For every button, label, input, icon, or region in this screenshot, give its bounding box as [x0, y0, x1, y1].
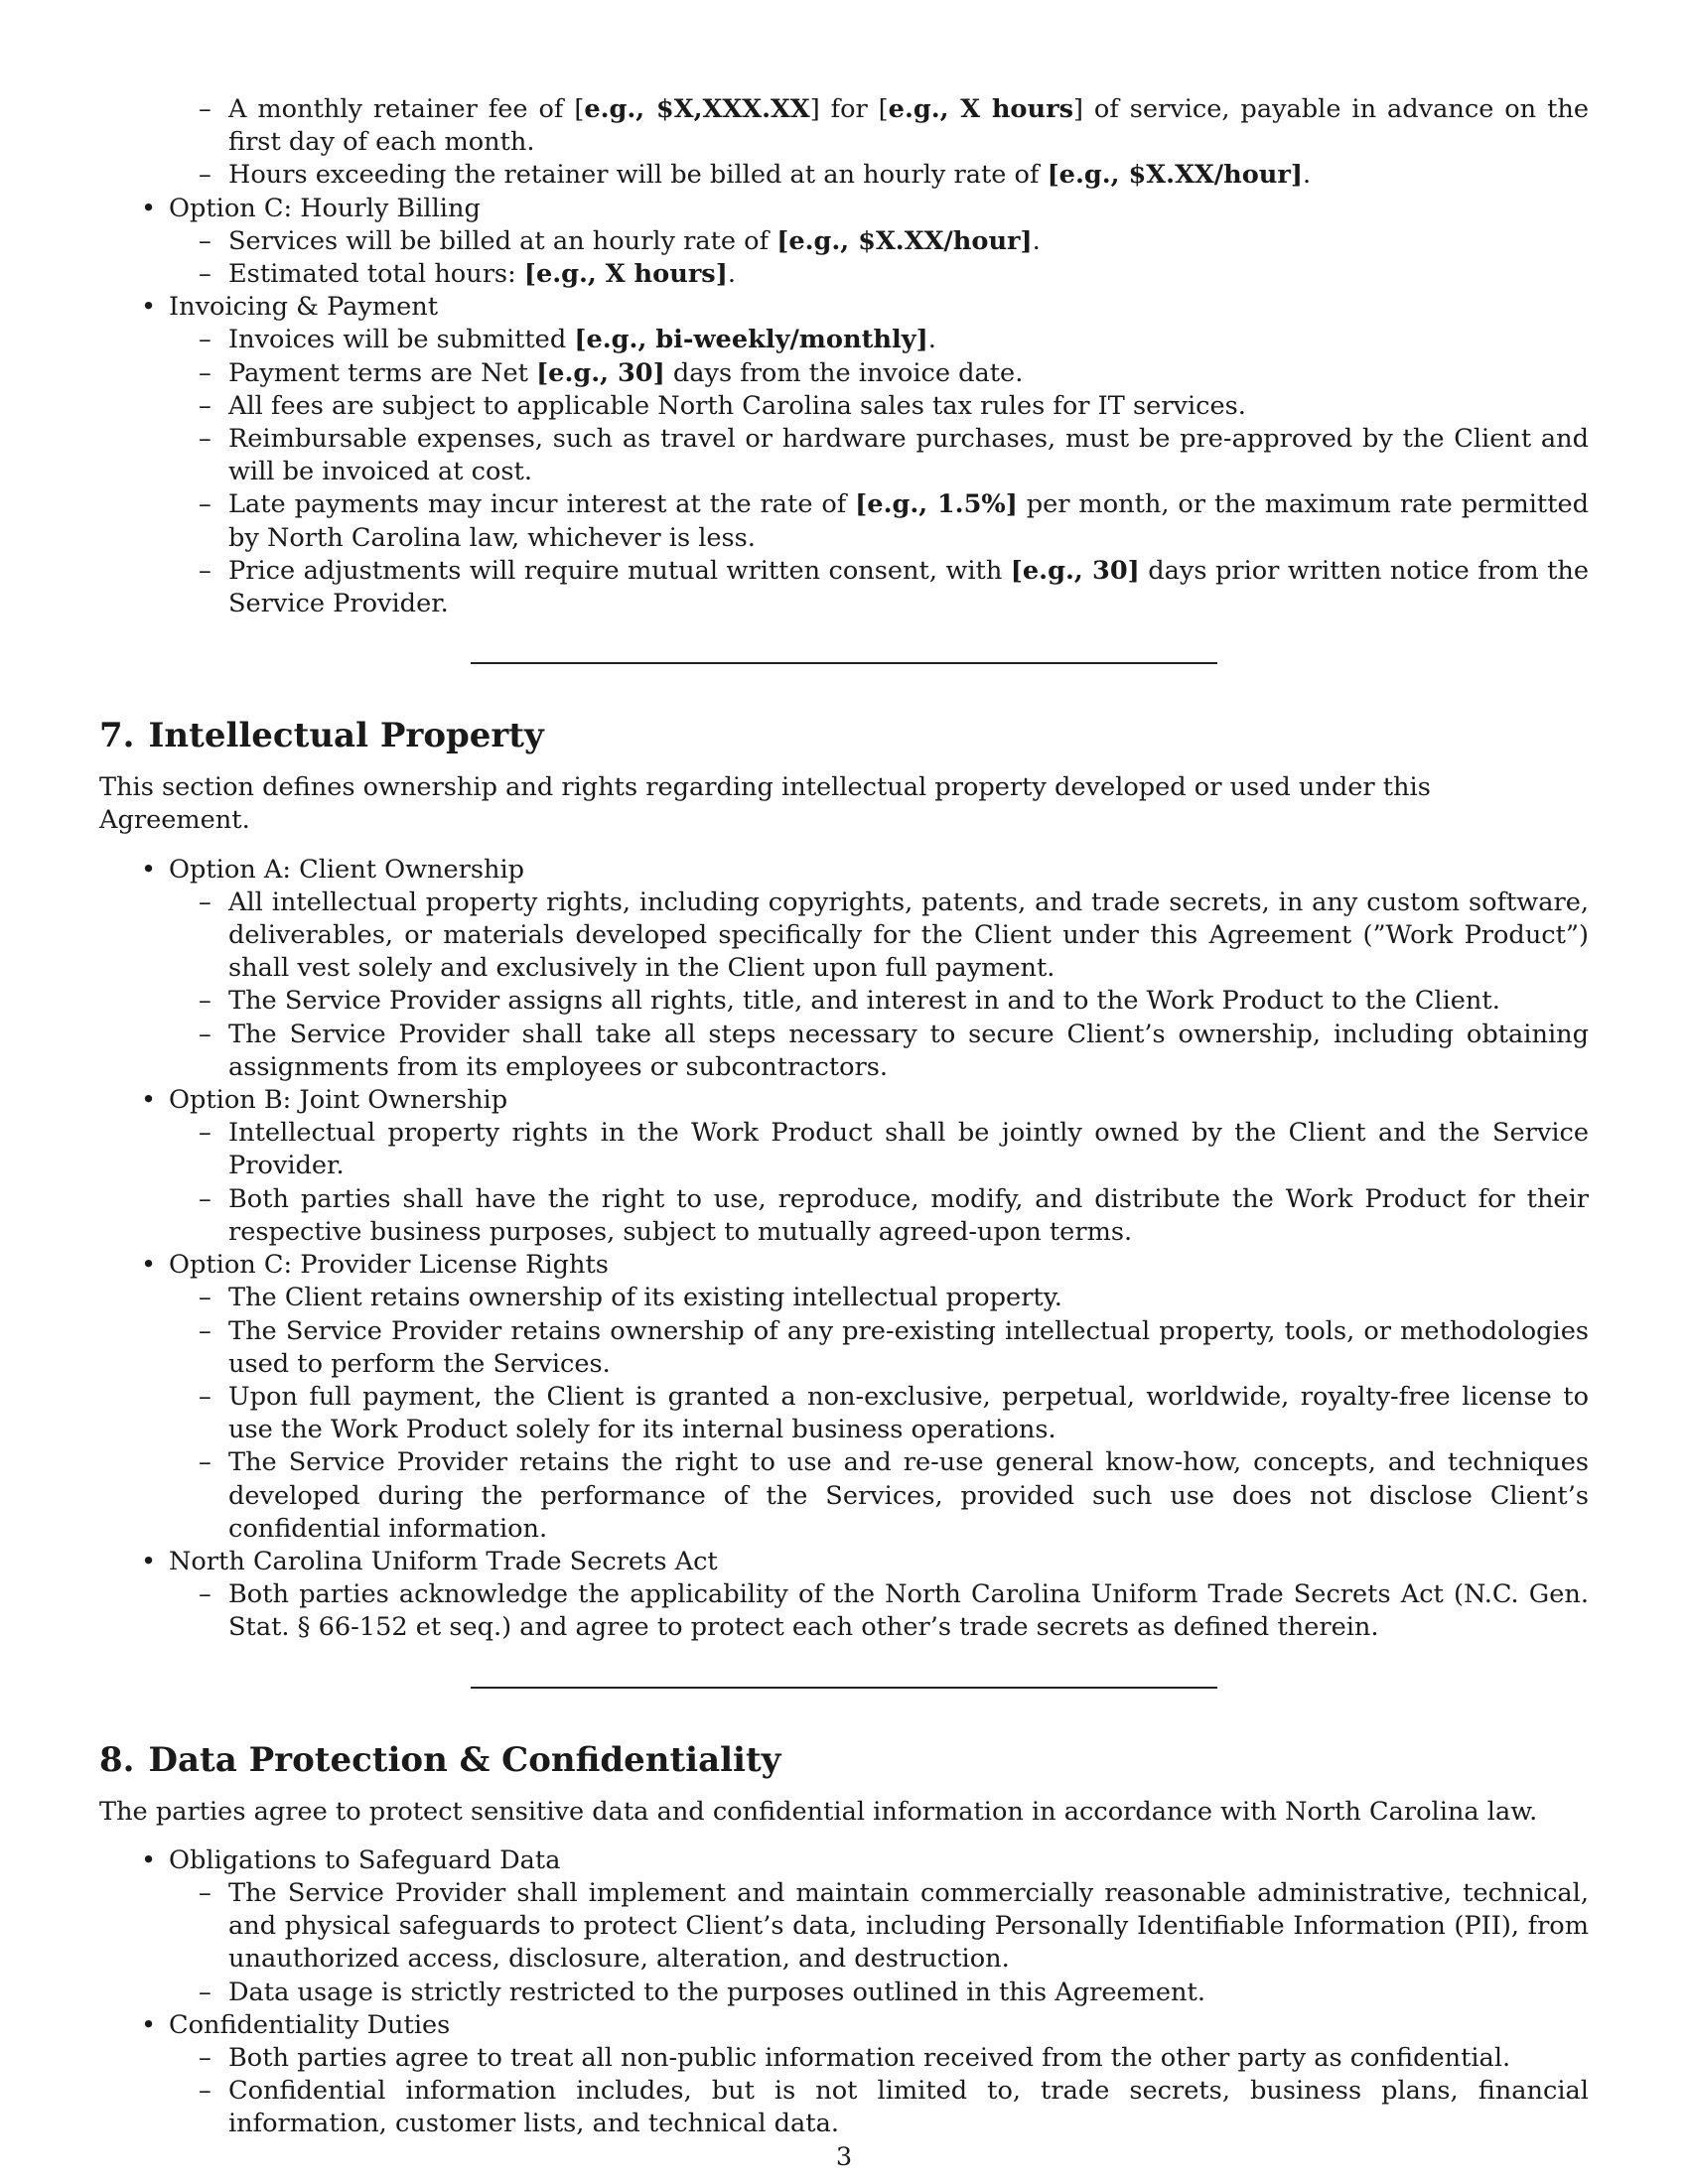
section-heading: [99, 1740, 1589, 1780]
sub-item: [99, 1282, 1589, 1314]
placeholder-text: [e.g., X hours]: [523, 259, 728, 290]
sub-item-text: All intellectual property rights, including copyrights, patents, and trade secrets, in any custom software, deliverables, or materials developed specifically for the Client under this Agreement (”Work Product”) shall vest solely and exclusively in the Client upon full payment.: [228, 887, 1589, 984]
sub-item-text: The Client retains ownership of its existing intellectual property.: [228, 1283, 1062, 1313]
sub-item: [99, 2042, 1589, 2075]
sub-item-text: All fees are subject to applicable North Carolina sales tax rules for IT services.: [228, 390, 1246, 421]
sub-item-text: Both parties shall have the right to use, reproduce, modify, and distribute the Work Product for their respective business purposes, subject to mutually agreed-upon terms.: [228, 1183, 1589, 1247]
sub-item: [99, 93, 1589, 159]
section-list: [99, 1844, 1589, 2141]
dash-icon: –: [199, 1977, 211, 2007]
sub-item: [99, 555, 1589, 620]
placeholder-text: e.g., X hours: [888, 94, 1074, 124]
dash-icon: –: [199, 986, 211, 1017]
dash-icon: –: [199, 887, 211, 917]
sub-item: [99, 225, 1589, 258]
sub-item-text: Intellectual property rights in the Work Product shall be jointly owned by the Client and the Service Provider.: [228, 1118, 1589, 1181]
dash-icon: –: [199, 225, 211, 256]
bullet-item: [99, 1084, 1589, 1249]
sub-list: [169, 1117, 1589, 1249]
placeholder-text: e.g., $X,XXX.XX: [584, 94, 810, 124]
sub-item: [99, 1446, 1589, 1546]
sub-item: [99, 1019, 1589, 1084]
sub-item-text: The Service Provider shall implement and maintain commercially reasonable administrative, technical, and physical safeguards to protect Client’s data, including Personally Identifiable Information (PII), from unauthorized access, disclosure, alteration, and destruction.: [228, 1877, 1589, 1975]
sub-item-text: Reimbursable expenses, such as travel or hardware purchases, must be pre-approved by the Client and will be invoiced at cost.: [228, 424, 1589, 487]
sub-item-text: Data usage is strictly restricted to the purposes outlined in this Agreement.: [228, 1977, 1205, 2007]
bullet-icon: •: [141, 1844, 157, 1875]
sub-list: [169, 1282, 1589, 1546]
page-content: [99, 93, 1589, 2141]
bullet-item: [99, 193, 1589, 292]
sub-item-text: Payment terms are Net [e.g., 30] days from the invoice date.: [228, 357, 1024, 388]
sub-list: [169, 1578, 1589, 1644]
bullet-icon: •: [141, 1546, 157, 1576]
section-number: 8.: [99, 1739, 135, 1780]
dash-icon: –: [199, 1118, 211, 1149]
bullet-label: Option B: Joint Ownership: [169, 1085, 508, 1116]
dash-icon: –: [199, 1447, 211, 1478]
sub-item: [99, 159, 1589, 192]
sub-item: [99, 2075, 1589, 2140]
section-list: [99, 854, 1589, 1645]
sub-item-text: Invoices will be submitted [e.g., bi-weekly/monthly].: [228, 325, 936, 355]
bullet-item: [99, 1546, 1589, 1645]
sub-item: [99, 324, 1589, 356]
dash-icon: –: [199, 1877, 211, 1908]
sub-item-text: Estimated total hours: [e.g., X hours].: [228, 259, 736, 290]
bullet-label: Confidentiality Duties: [169, 2009, 451, 2040]
bullet-label: Invoicing & Payment: [169, 292, 439, 323]
bullet-label: Option C: Hourly Billing: [169, 193, 481, 223]
placeholder-text: [e.g., $X.XX/hour]: [1047, 160, 1304, 191]
section-heading: [99, 716, 1589, 755]
section-divider: [99, 620, 1589, 716]
sub-item: [99, 985, 1589, 1018]
dash-icon: –: [199, 555, 211, 586]
sub-item-text: Hours exceeding the retainer will be billed at an hourly rate of [e.g., $X.XX/hour].: [228, 160, 1312, 191]
sub-item-text: Upon full payment, the Client is granted a non-exclusive, perpetual, worldwide, royalty-free license to use the Work Product solely for its internal business operations.: [228, 1381, 1589, 1445]
dash-icon: –: [199, 424, 211, 455]
sub-item: [99, 488, 1589, 554]
bullet-label: Option C: Provider License Rights: [169, 1250, 609, 1281]
bullet-icon: •: [141, 292, 157, 323]
placeholder-text: [e.g., 30]: [536, 357, 665, 388]
sub-list: [169, 887, 1589, 1084]
fees-list: [99, 93, 1589, 620]
bullet-label: Option A: Client Ownership: [169, 854, 525, 885]
bullet-label: Obligations to Safeguard Data: [169, 1844, 561, 1875]
dash-icon: –: [199, 2042, 211, 2073]
dash-icon: –: [199, 357, 211, 388]
divider-line: [471, 1687, 1217, 1689]
section-number: 7.: [99, 716, 135, 756]
bullet-icon: •: [141, 2009, 157, 2040]
dash-icon: –: [199, 160, 211, 191]
dash-icon: –: [199, 259, 211, 290]
sub-item: [99, 1315, 1589, 1381]
page-number: 3: [835, 2142, 853, 2172]
section-title: Intellectual Property: [148, 716, 544, 756]
sub-item-text: The Service Provider assigns all rights, title, and interest in and to the Work Product to the Client.: [228, 986, 1500, 1017]
sub-list: [169, 2042, 1589, 2141]
sub-item-text: A monthly retainer fee of [e.g., $X,XXX.XX] for [e.g., X hours] of service, payable in advance on the first day of each month.: [228, 94, 1590, 158]
sub-item: [99, 1381, 1589, 1446]
section-title: Data Protection & Confidentiality: [148, 1739, 781, 1780]
bullet-item: [99, 291, 1589, 620]
bullet-label: North Carolina Uniform Trade Secrets Act: [169, 1546, 718, 1576]
sub-item-text: The Service Provider retains ownership of any pre-existing intellectual property, tools, or methodologies used to perform the Services.: [228, 1315, 1589, 1379]
sub-item: [99, 1877, 1589, 1977]
bullet-icon: •: [141, 854, 157, 885]
bullet-item: [99, 93, 1589, 193]
dash-icon: –: [199, 1381, 211, 1412]
dash-icon: –: [199, 1183, 211, 1214]
bullet-item: [99, 854, 1589, 1084]
bullet-icon: •: [141, 193, 157, 223]
placeholder-text: [e.g., bi-weekly/monthly]: [574, 325, 928, 355]
sub-item-text: Services will be billed at an hourly rate of [e.g., $X.XX/hour].: [228, 225, 1041, 256]
sub-item-text: Late payments may incur interest at the rate of [e.g., 1.5%] per month, or the maximum rate permitted by North Carolina law, whichever is less.: [228, 489, 1590, 553]
dash-icon: –: [199, 390, 211, 421]
placeholder-text: [e.g., $X.XX/hour]: [776, 225, 1033, 256]
section-intro: The parties agree to protect sensitive data and confidential information in accordance with North Carolina law.: [99, 1796, 1538, 1827]
sub-item-text: Price adjustments will require mutual written consent, with [e.g., 30] days prior written notice from the Service Provider.: [228, 555, 1589, 619]
sub-item: [99, 1117, 1589, 1182]
sub-item-text: Both parties acknowledge the applicability of the North Carolina Uniform Trade Secrets Act (N.C. Gen. Stat. § 66-152 et seq.) and agree to protect each other’s trade secrets as defined therein.: [228, 1579, 1589, 1643]
sub-item: [99, 1977, 1589, 2009]
bullet-item: [99, 1249, 1589, 1546]
sections-container: [99, 716, 1589, 2140]
sub-list: [169, 324, 1589, 620]
sub-item-text: Both parties agree to treat all non-public information received from the other party as confidential.: [228, 2042, 1511, 2073]
sub-item: [99, 390, 1589, 423]
dash-icon: –: [199, 1315, 211, 1346]
sub-list: [169, 93, 1589, 193]
sub-item-text: The Service Provider shall take all steps necessary to secure Client’s ownership, including obtaining assignments from its employees or subcontractors.: [228, 1019, 1589, 1082]
bullet-item: [99, 1844, 1589, 2009]
section-divider: [99, 1645, 1589, 1740]
bullet-item: [99, 2009, 1589, 2141]
sub-item-text: The Service Provider retains the right to use and re-use general know-how, concepts, and techniques developed during the performance of the Services, provided such use does not disclose Client’s confidential information.: [228, 1447, 1589, 1544]
sub-item: [99, 1183, 1589, 1249]
sub-item-text: Confidential information includes, but is not limited to, trade secrets, business plans, financial information, customer lists, and technical data.: [228, 2076, 1589, 2139]
dash-icon: –: [199, 325, 211, 355]
dash-icon: –: [199, 489, 211, 520]
dash-icon: –: [199, 2076, 211, 2107]
sub-item: [99, 1578, 1589, 1644]
dash-icon: –: [199, 94, 211, 124]
bullet-icon: •: [141, 1085, 157, 1116]
sub-item: [99, 887, 1589, 986]
dash-icon: –: [199, 1579, 211, 1610]
placeholder-text: [e.g., 30]: [1010, 555, 1140, 586]
sub-item: [99, 423, 1589, 488]
sub-list: [169, 1877, 1589, 2009]
dash-icon: –: [199, 1283, 211, 1313]
sub-item: [99, 258, 1589, 291]
sub-item: [99, 357, 1589, 390]
bullet-icon: •: [141, 1250, 157, 1281]
dash-icon: –: [199, 1019, 211, 1049]
section-intro: This section defines ownership and rights regarding intellectual property developed or used under this Agreement.: [99, 772, 1431, 836]
placeholder-text: [e.g., 1.5%]: [855, 489, 1018, 520]
sub-list: [169, 225, 1589, 291]
